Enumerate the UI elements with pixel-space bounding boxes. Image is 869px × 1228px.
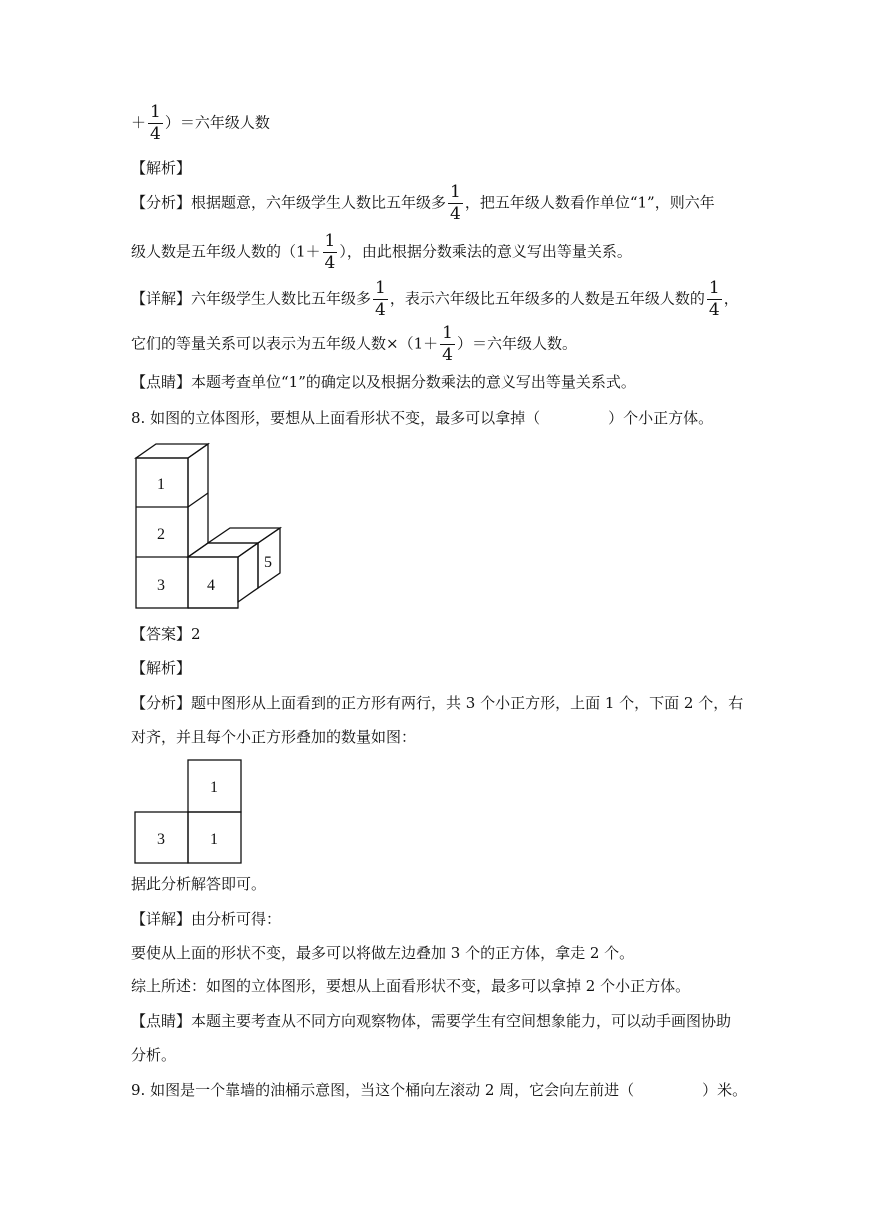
formula-text: ）＝六年级人数	[164, 113, 270, 132]
analysis-conclusion: 据此分析解答即可。	[131, 875, 267, 893]
top-view-figure	[133, 758, 245, 866]
fraction: $\frac{1}{4}$	[450, 182, 461, 224]
top-view-bottom-left: 3	[157, 831, 165, 848]
formula-line	[131, 104, 270, 143]
analysis-line-4: 对齐，并且每个小正方形叠加的数量如图：	[131, 728, 417, 746]
fraction: $\frac{1}{4}$	[375, 278, 386, 320]
detail-line-2: 它们的等量关系可以表示为五年级人数×（1＋ $\frac{1}{4}$ ）＝六年级人数。	[131, 323, 577, 365]
section-jiexi: 【解析】	[131, 159, 192, 177]
cube-label-1: 1	[157, 476, 165, 493]
cube-label-5: 5	[264, 554, 272, 571]
top-view-top: 1	[210, 779, 218, 796]
detail-line-3: 【详解】由分析可得：	[131, 910, 282, 928]
top-view-bottom-right: 1	[210, 831, 218, 848]
cube-label-4: 4	[207, 577, 215, 594]
analysis-line-2: 级人数是五年级人数的（1＋ $\frac{1}{4}$ ），由此根据分数乘法的意义写出等量关系。	[131, 231, 632, 273]
cube-label-3: 3	[157, 577, 165, 594]
detail-line-1: 【详解】六年级学生人数比五年级多 $\frac{1}{4}$ ，表示六年级比五年级多的人数是五年级人数的 $\frac{1}{4}$ ，	[131, 278, 739, 320]
plus-sign: ＋	[131, 113, 147, 132]
section-jiexi-2: 【解析】	[131, 659, 192, 677]
analysis-line-3: 【分析】题中图形从上面看到的正方形有两行，共 3 个小正方形，上面 1 个，下面 2 个，右	[131, 694, 744, 712]
comment-line-3: 分析。	[131, 1046, 177, 1064]
summary-line: 综上所述：如图的立体图形，要想从上面看形状不变，最多可以拿掉 2 个小正方体。	[131, 977, 691, 995]
answer-line: 【答案】2	[131, 625, 201, 643]
fraction: $\frac{1}{4}$	[442, 323, 453, 365]
detail-line-4: 要使从上面的形状不变，最多可以将做左边叠加 3 个的正方体，拿走 2 个。	[131, 944, 635, 962]
cube-stack-figure	[130, 440, 290, 615]
question-8: 8. 如图的立体图形，要想从上面看形状不变，最多可以拿掉（ ）个小正方体。	[131, 409, 714, 427]
comment-line: 【点睛】本题考查单位“1”的确定以及根据分数乘法的意义写出等量关系式。	[131, 373, 636, 391]
question-9: 9. 如图是一个靠墙的油桶示意图，当这个桶向左滚动 2 周，它会向左前进（ ）米。	[131, 1081, 748, 1099]
cube-label-2: 2	[157, 526, 165, 543]
comment-line-2: 【点睛】本题主要考查从不同方向观察物体，需要学生有空间想象能力，可以动手画图协助	[131, 1012, 732, 1030]
fraction: $\frac{1}{4}$	[150, 102, 161, 144]
analysis-line-1: 【分析】根据题意，六年级学生人数比五年级多 $\frac{1}{4}$ ，把五年级人数看作单位“1”，则六年	[131, 182, 715, 224]
fraction: $\frac{1}{4}$	[324, 231, 336, 273]
fraction: $\frac{1}{4}$	[708, 278, 720, 320]
